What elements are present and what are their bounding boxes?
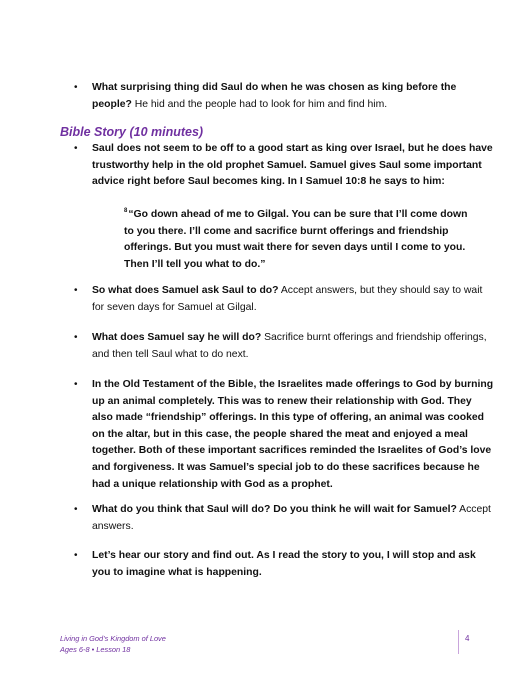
list-item	[74, 377, 494, 493]
list-item	[74, 330, 494, 363]
bullet-icon: •	[74, 550, 78, 561]
offerings-paragraph: In the Old Testament of the Bible, the Israelites made offerings to God by burning up an animal completely. This was to renew their relationship with God. They also made “friendship” offerings. In this type of offering, an animal was cooked on the altar, but in this case, the people shared the meat and enjoyed a meal together. Both of these important sacrifices reminded the Israelites of God’s love and forgiveness. It was Samuel’s special job to do these sacrifices because he had a unique relationship with God as a prophet.	[92, 379, 494, 490]
answer-text: Accept answers.	[92, 504, 491, 532]
list-item	[74, 80, 494, 113]
bullet-icon: •	[74, 379, 78, 390]
question-text: What does Samuel say he will do?	[92, 332, 262, 343]
answer-text: He hid and the people had to look for him and find him.	[134, 98, 388, 110]
closing-text: Let’s hear our story and find out. As I read the story to you, I will stop and ask you to imagine what is happening.	[92, 550, 476, 578]
scripture-quote	[124, 203, 474, 273]
footer	[60, 633, 166, 655]
footer-divider	[458, 630, 459, 654]
question-text: What surprising thing did Saul do when he was chosen as king before the people?	[92, 82, 457, 110]
question-text: So what does Samuel ask Saul to do?	[92, 285, 279, 296]
story-intro-text: Saul does not seem to be off to a good start as king over Israel, but he does have trustworthy help in the old prophet Samuel. Samuel gives Saul some important advice right before Saul becomes king. In I Samuel 10:8 he says to him:	[92, 143, 493, 188]
bullet-icon: •	[74, 332, 78, 343]
bullet-icon: •	[74, 285, 78, 296]
answer-text: Sacrifice burnt offerings and friendship offerings, and then tell Saul what to do next.	[92, 332, 487, 360]
answer-text: Accept answers, but they should say to wait for seven days for Samuel at Gilgal.	[92, 285, 483, 313]
list-item	[74, 502, 494, 535]
quote-text: “Go down ahead of me to Gilgal. You can be sure that I’ll come down to you there. I’ll come and sacrifice burnt offerings and friendship offerings. But you must wait there for seven days until I come to you. Then I’ll tell you what to do.”	[124, 209, 468, 270]
footer-title: Living in God’s Kingdom of Love	[60, 634, 166, 643]
question-text: What do you think that Saul will do? Do you think he will wait for Samuel?	[92, 504, 457, 515]
verse-number: 8	[124, 208, 128, 214]
footer-subtitle: Ages 6-8 • Lesson 18	[60, 645, 131, 654]
bullet-icon: •	[74, 504, 78, 515]
page-number: 4	[465, 634, 470, 643]
list-item	[74, 141, 494, 191]
list-item	[74, 283, 494, 316]
list-item	[74, 548, 494, 581]
bullet-icon: •	[74, 143, 78, 154]
bullet-icon: •	[74, 82, 78, 93]
section-heading: Bible Story (10 minutes)	[60, 125, 204, 139]
